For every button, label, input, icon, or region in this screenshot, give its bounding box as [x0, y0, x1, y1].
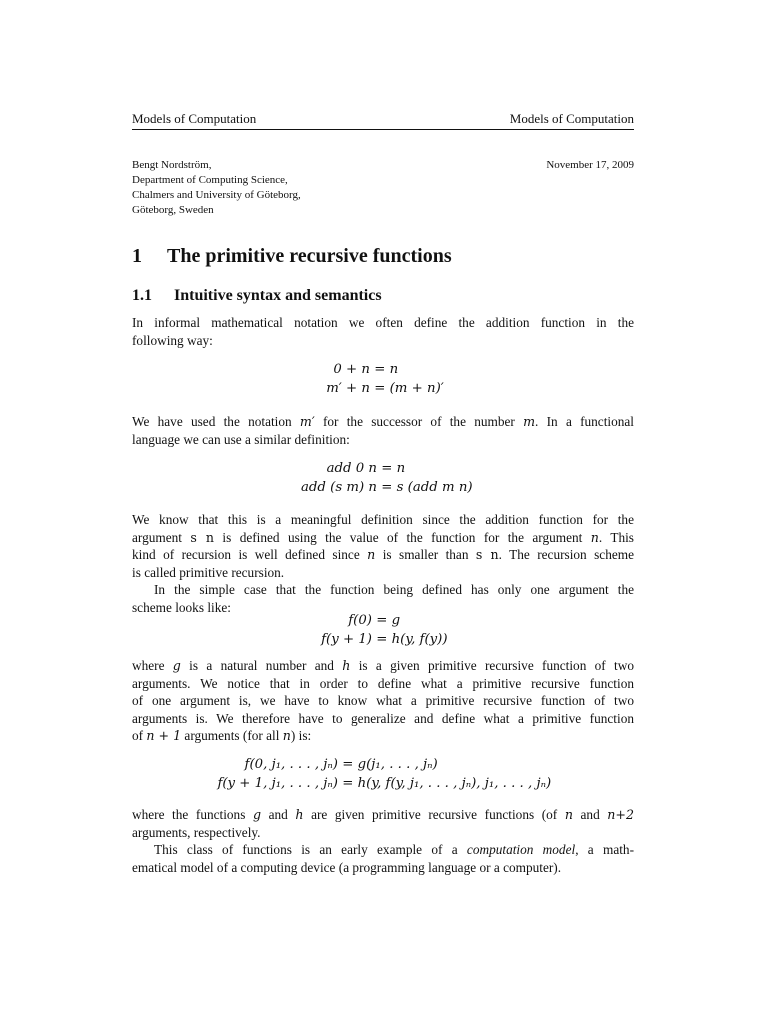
subsection-number: 1.1 — [132, 287, 152, 304]
paragraph-line — [132, 657, 634, 675]
text-run: . This — [598, 529, 634, 545]
paragraph-line: scheme looks like: — [132, 599, 231, 615]
math-symbol: n — [367, 547, 376, 563]
equation-row — [132, 479, 634, 498]
equation-equals: = — [372, 632, 392, 647]
author-city: Göteborg, Sweden — [132, 204, 214, 216]
equation-row — [132, 631, 634, 650]
running-header — [132, 111, 634, 130]
math-symbol: s n — [190, 529, 215, 545]
section-heading — [132, 243, 452, 269]
math-symbol: n + 1 — [146, 728, 182, 744]
text-run: where the functions — [132, 807, 253, 822]
paragraph-1 — [132, 314, 634, 349]
text-run: kind of recursion is well defined since — [132, 547, 368, 563]
equation-lhs: add (s m) n — [300, 480, 377, 495]
math-symbol: n — [590, 529, 599, 545]
text-run: is a given primitive recursive function of two — [350, 658, 634, 673]
equation-row — [132, 756, 634, 775]
equation-equals: = — [338, 776, 358, 791]
math-symbol: g — [172, 658, 181, 673]
text-run: ) is: — [290, 728, 312, 744]
paragraph-line — [132, 841, 634, 859]
author-block — [132, 158, 301, 218]
equation-lhs: add 0 n — [326, 461, 377, 476]
text-run: and — [261, 807, 296, 822]
equation-lhs: m′ + n — [326, 381, 370, 396]
equation-lhs: f(y + 1) — [321, 632, 372, 647]
equation-rhs: g — [391, 613, 401, 628]
text-run: is defined using the value of the function for the argument — [214, 529, 591, 545]
equation-row — [132, 460, 634, 479]
equation-addition — [132, 361, 634, 399]
math-symbol: s n — [475, 547, 499, 563]
emphasis-text: computation model — [466, 842, 576, 858]
text-run: . In a functional — [535, 414, 634, 429]
paragraph-line: ematical model of a computing device (a programming language or a computer). — [132, 859, 562, 875]
equation-equals: = — [370, 381, 390, 396]
paragraph-line: arguments. We notice that in order to define what a primitive recursive function — [132, 675, 634, 691]
text-run: is a natural number and — [180, 658, 343, 673]
paragraph-line: is called primitive recursion. — [132, 564, 285, 580]
text-run: and — [572, 807, 608, 822]
equation-rhs: g(j₁, . . . , jₙ) — [357, 757, 438, 772]
math-symbol: h — [295, 807, 304, 822]
text-run: , a math- — [575, 842, 634, 858]
paragraph-line — [132, 727, 634, 745]
paper-date: November 17, 2009 — [546, 159, 634, 171]
equation-row — [132, 612, 634, 631]
author-department: Department of Computing Science, — [132, 174, 288, 186]
math-symbol: m — [523, 414, 536, 429]
paragraph-line: arguments is. We therefore have to generalize and define what a primitive function — [132, 710, 634, 726]
paragraph-line: arguments, respectively. — [132, 824, 261, 840]
equation-rhs: h(y, f(y, j₁, . . . , jₙ), j₁, . . . , jₙ) — [357, 776, 552, 791]
text-run: . The recursion scheme — [498, 547, 635, 563]
equation-primitive-recursion — [132, 612, 634, 650]
author-name: Bengt Nordström, — [132, 159, 212, 171]
math-symbol: m′ — [299, 414, 315, 429]
equation-row — [132, 775, 634, 794]
equation-rhs: (m + n)′ — [389, 381, 444, 396]
equation-equals: = — [377, 480, 397, 495]
equation-row — [132, 380, 634, 399]
paragraph-line — [132, 413, 634, 431]
text-run: is smaller than — [375, 547, 476, 563]
paragraph-3 — [132, 511, 634, 617]
equation-equals: = — [370, 362, 390, 377]
equation-rhs: n — [389, 362, 399, 377]
paragraph-line: following way: — [132, 332, 213, 348]
paragraph-line: In informal mathematical notation we often define the addition function in the — [132, 315, 634, 330]
equation-add-function — [132, 460, 634, 498]
text-run: for the successor of the number — [314, 414, 524, 429]
text-run: We have used the notation — [132, 414, 300, 429]
text-run: are given primitive recursive functions (of — [303, 807, 565, 822]
text-run: argument — [132, 529, 191, 545]
equation-row — [132, 361, 634, 380]
math-symbol: h — [342, 658, 351, 673]
running-header-left: Models of Computation — [132, 111, 257, 126]
text-run: where — [132, 658, 173, 673]
equation-equals: = — [372, 613, 392, 628]
math-symbol: n — [564, 807, 573, 822]
paragraph-line — [132, 529, 634, 547]
section-number: 1 — [132, 245, 142, 267]
subsection-title: Intuitive syntax and semantics — [174, 287, 382, 304]
math-symbol: g — [252, 807, 262, 822]
paragraph-5 — [132, 806, 634, 876]
equation-lhs: f(0) — [348, 613, 372, 628]
equation-general-recursion — [132, 756, 634, 794]
math-symbol: n — [282, 728, 291, 744]
paragraph-line — [132, 546, 634, 564]
equation-lhs: f(0, j₁, . . . , jₙ) — [244, 757, 338, 772]
equation-equals: = — [377, 461, 397, 476]
text-run: arguments (for all — [181, 728, 283, 744]
paragraph-line: of one argument is, we have to know what a primitive recursive function of two — [132, 693, 634, 709]
equation-rhs: s (add m n) — [396, 480, 473, 495]
paragraph-2 — [132, 413, 634, 448]
paragraph-line — [132, 806, 634, 824]
subsection-heading — [132, 286, 382, 306]
equation-equals: = — [338, 757, 358, 772]
equation-rhs: h(y, f(y)) — [391, 632, 448, 647]
section-title: The primitive recursive functions — [167, 245, 452, 267]
running-header-right: Models of Computation — [509, 111, 634, 126]
text-run: This class of functions is an early example of a — [154, 842, 467, 858]
equation-rhs: n — [396, 461, 406, 476]
paragraph-line: We know that this is a meaningful definition since the addition function for the — [132, 512, 634, 527]
paragraph-line: language we can use a similar definition: — [132, 431, 350, 447]
author-university: Chalmers and University of Göteborg, — [132, 189, 301, 201]
equation-lhs: f(y + 1, j₁, . . . , jₙ) — [217, 776, 338, 791]
text-run: of — [132, 728, 147, 744]
paragraph-4 — [132, 657, 634, 745]
paragraph-line: In the simple case that the function being defined has only one argument the — [154, 582, 634, 598]
math-symbol: n+2 — [607, 807, 634, 822]
equation-lhs: 0 + n — [333, 362, 370, 377]
